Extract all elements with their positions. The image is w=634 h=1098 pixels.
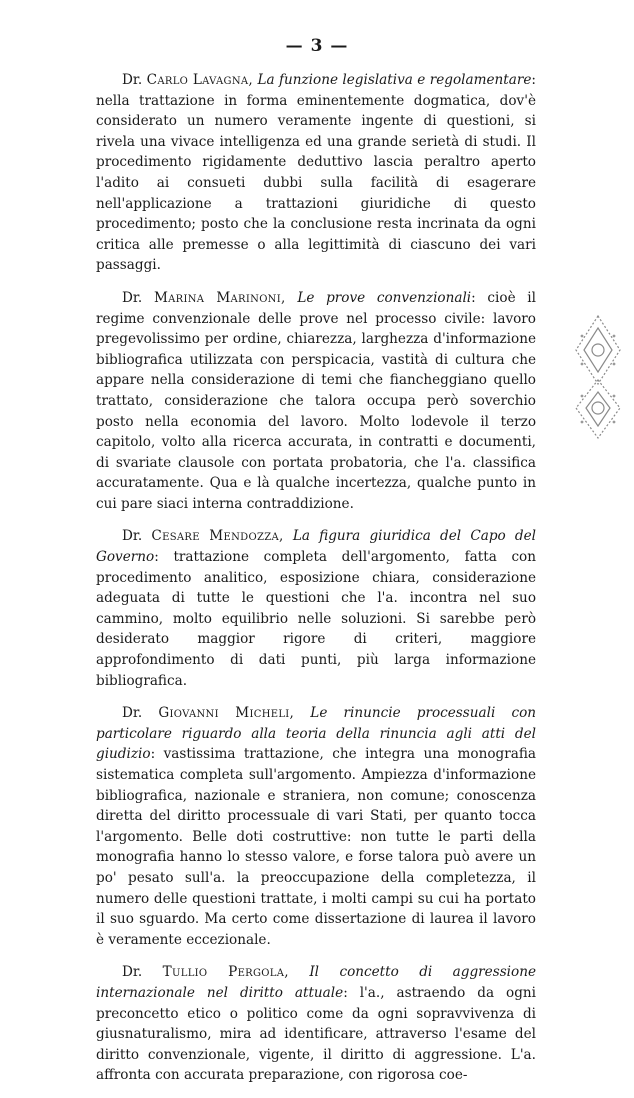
library-stamp-icon <box>568 310 628 445</box>
entry-body: : vastissima trattazione, che integra una monografia sistematica completa sull'argomento. Ampiezza d'informazione bibliografica, nazionale e straniera, non comune; conoscenza diretta del diritto processuale di vari Stati, per quanto tocca l'argomento. Belle doti costruttive: non tutte le parti della monografia hanno lo stesso valore, e forse talora può avere un po' pesato sull'a. la preoccupazione della completezza, il numero delle questioni trattate, i molti campi su cui ha portato il suo sguardo. Ma certo come dissertazione di laurea il lavoro è veramente eccezionale. <box>96 746 536 948</box>
entry-micheli <box>96 703 536 950</box>
author-name: Carlo Lavagna, <box>146 72 254 88</box>
entry-prefix: Dr. <box>122 289 143 306</box>
thesis-title: Le rinuncie processuali con particolare riguardo alla teoria della rinuncia agli atti del giudizio <box>96 705 537 763</box>
thesis-title: La funzione legislativa e regolamentare <box>257 72 532 88</box>
entry-marinoni <box>96 288 536 515</box>
entry-prefix: Dr. <box>122 528 143 545</box>
author-name: Cesare Mendozza, <box>151 528 284 545</box>
entry-pergola <box>96 962 536 1086</box>
entry-mendozza <box>96 526 536 691</box>
entry-body: : nella trattazione in forma eminentemente dogmatica, dov'è considerato un numero veramente ingente di questioni, si rivela una vivace intelligenza ed una grande serietà di studi. Il procedimento rigidamente deduttivo lascia peraltro aperto l'adito ai consueti dubbi sulla facilità di esagerare nell'applicazione a trattazioni giuridiche di questo procedimento; posto che la conclusione resta incrinata da ogni critica alle premesse o alla legittimità di ciascuno dei vari passaggi. <box>96 72 536 274</box>
body-text <box>96 70 536 1098</box>
author-name: Giovanni Micheli, <box>158 705 295 722</box>
entry-body: : trattazione completa dell'argomento, fatta con procedimento analitico, esposizione chiara, considerazione adeguata di tutte le questioni che l'a. incontra nel suo cammino, molto equilibrio nelle soluzioni. Si sarebbe però desiderato maggior rigore di criteri, maggiore approfondimento di dati punti, più larga informazione bibliografica. <box>96 549 536 689</box>
thesis-title: Le prove convenzionali <box>297 289 472 306</box>
entry-body: : l'a., astraendo da ogni preconcetto etico o politico come da ogni sopravvivenza di giusnaturalismo, mira ad identificare, attraverso l'esame del diritto convenzionale, vigente, il diritto di aggressione. L'a. affronta con accurata preparazione, con rigorosa coe- <box>96 984 537 1084</box>
entry-prefix: Dr. <box>122 72 143 88</box>
author-name: Tullio Pergola, <box>162 964 289 981</box>
thesis-title: Il concetto di aggressione internazionale nel diritto attuale <box>96 964 537 1001</box>
entry-body: : cioè il regime convenzionale delle prove nel processo civile: lavoro pregevolissimo per ordine, chiarezza, larghezza d'informazione bibliografica utilizzata con perspicacia, vastità di cultura che appare nella considerazione di temi che fiancheggiano quello trattato, considerazione che talora occupa però soverchio posto nella economia del lavoro. Molto lodevole il terzo capitolo, volto alla ricerca accurata, in contratti e documenti, di svariate clausole con portata probatoria, che l'a. classifica accuratamente. Qua e là qualche incertezza, qualche punto in cui pare siaci interna contraddizione. <box>96 289 536 512</box>
entry-prefix: Dr. <box>122 964 143 981</box>
page-number: — 3 — <box>285 36 349 56</box>
entry-lavagna <box>96 70 536 276</box>
author-name: Marina Marinoni, <box>153 289 286 306</box>
thesis-title: La figura giuridica del Capo del Governo <box>96 528 536 566</box>
entry-prefix: Dr. <box>122 705 143 722</box>
